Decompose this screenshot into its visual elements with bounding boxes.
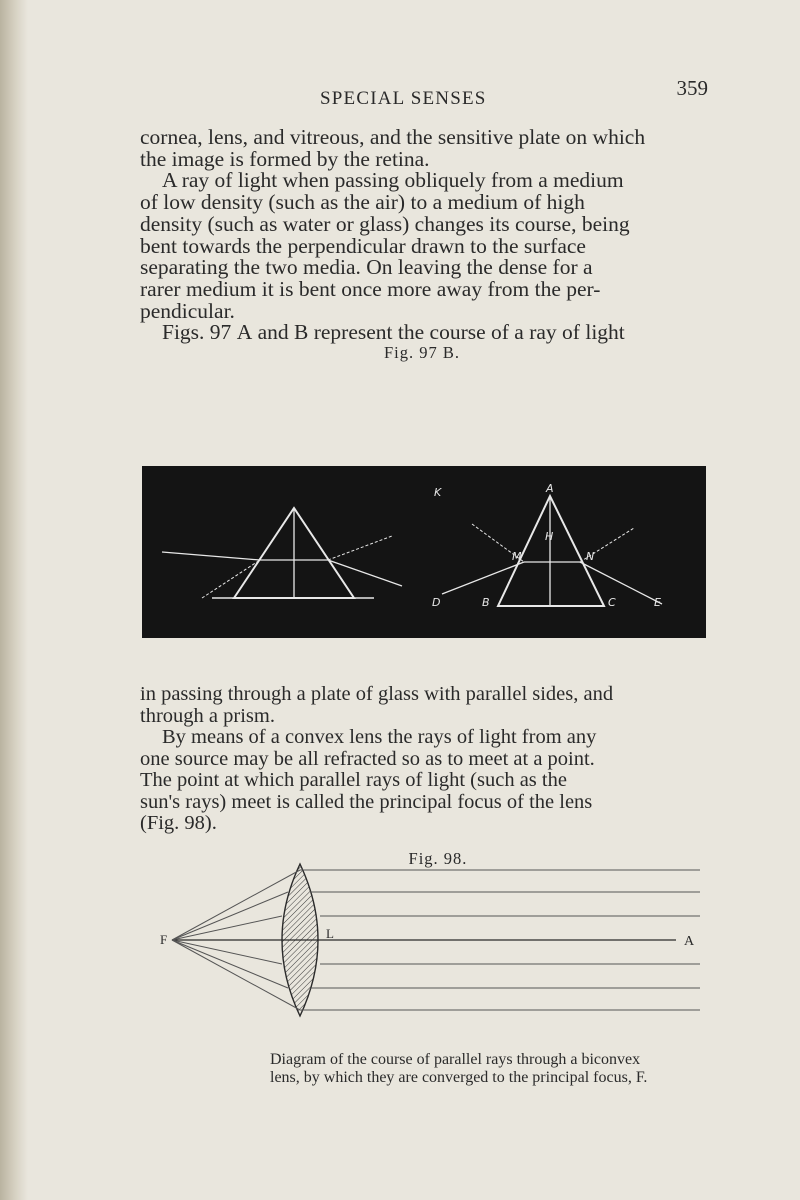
ray-6-converging <box>172 940 288 988</box>
fig97-letter-d: D <box>432 596 441 609</box>
caption-line-2: lens, by which they are converged to the principal focus, F. <box>270 1068 648 1086</box>
left-normal-1 <box>202 560 260 598</box>
fig98-letter-a: A <box>684 934 695 949</box>
fig97-letter-a: A <box>546 482 554 495</box>
fig97-letter-m: M <box>512 550 522 563</box>
figure-97-label: Fig. 97 B. <box>383 343 461 362</box>
text-block-upper <box>140 127 708 344</box>
ray-2-converging <box>172 892 288 940</box>
caption-line-1: Diagram of the course of parallel rays through a biconvex <box>270 1051 641 1068</box>
paragraph-2: A ray of light when passing obliquely from a medium of low density (such as the air) to a medium of high density (such as water or glass) changes its course, being bent towards the perpendicular drawn to the surface separating the two media. On leaving the dense for a rarer medium it is bent once more away from the per- pendicular. <box>140 168 630 323</box>
paragraph-1: cornea, lens, and vitreous, and the sensitive plate on which the image is formed by the retina. <box>140 125 646 171</box>
left-normal-2 <box>328 536 392 560</box>
figure-97-prism-diagram <box>142 466 706 638</box>
paragraph-5: By means of a convex lens the rays of light from any one source may be all refracted so as to meet at a point. The point at which parallel rays of light (such as the sun's rays) meet is called the principal focus of the lens (Fig. 98). <box>140 726 597 834</box>
figure-98-lens-diagram <box>160 860 720 1060</box>
running-head: SPECIAL SENSES <box>320 88 487 109</box>
figure-98-caption <box>270 1051 740 1086</box>
ray-3-converging <box>172 916 282 940</box>
fig98-letter-l: L <box>326 926 334 941</box>
fig97-letter-c: C <box>608 596 616 609</box>
paragraph-3: Figs. 97 A and B represent the course of a ray of light <box>162 320 625 345</box>
figure-98-label: Fig. 98. <box>408 849 468 868</box>
fig97-letter-h: H <box>545 530 554 543</box>
fig97-letter-k: K <box>434 486 442 499</box>
page-binding-edge <box>0 0 28 1200</box>
fig97-letter-e: E <box>654 596 661 609</box>
page-number: 359 <box>676 76 708 100</box>
ray-7-converging <box>172 940 300 1010</box>
fig98-letter-f: F <box>160 932 168 947</box>
page-header <box>320 76 708 112</box>
ray-1-converging <box>172 870 300 940</box>
left-emergent-ray <box>328 560 402 586</box>
fig97-letter-n: N <box>586 550 595 563</box>
left-incident-ray <box>162 552 260 560</box>
text-block-lower <box>140 684 708 835</box>
paragraph-4: in passing through a plate of glass with parallel sides, and through a prism. <box>140 683 614 727</box>
fig-ref-a: A <box>236 320 253 345</box>
fig-ref-b: B <box>294 320 309 345</box>
figure-98-svg <box>160 860 720 1060</box>
figure-97-svg <box>142 466 706 638</box>
ray-5-converging <box>172 940 282 964</box>
fig97-letter-b: B <box>482 596 490 609</box>
